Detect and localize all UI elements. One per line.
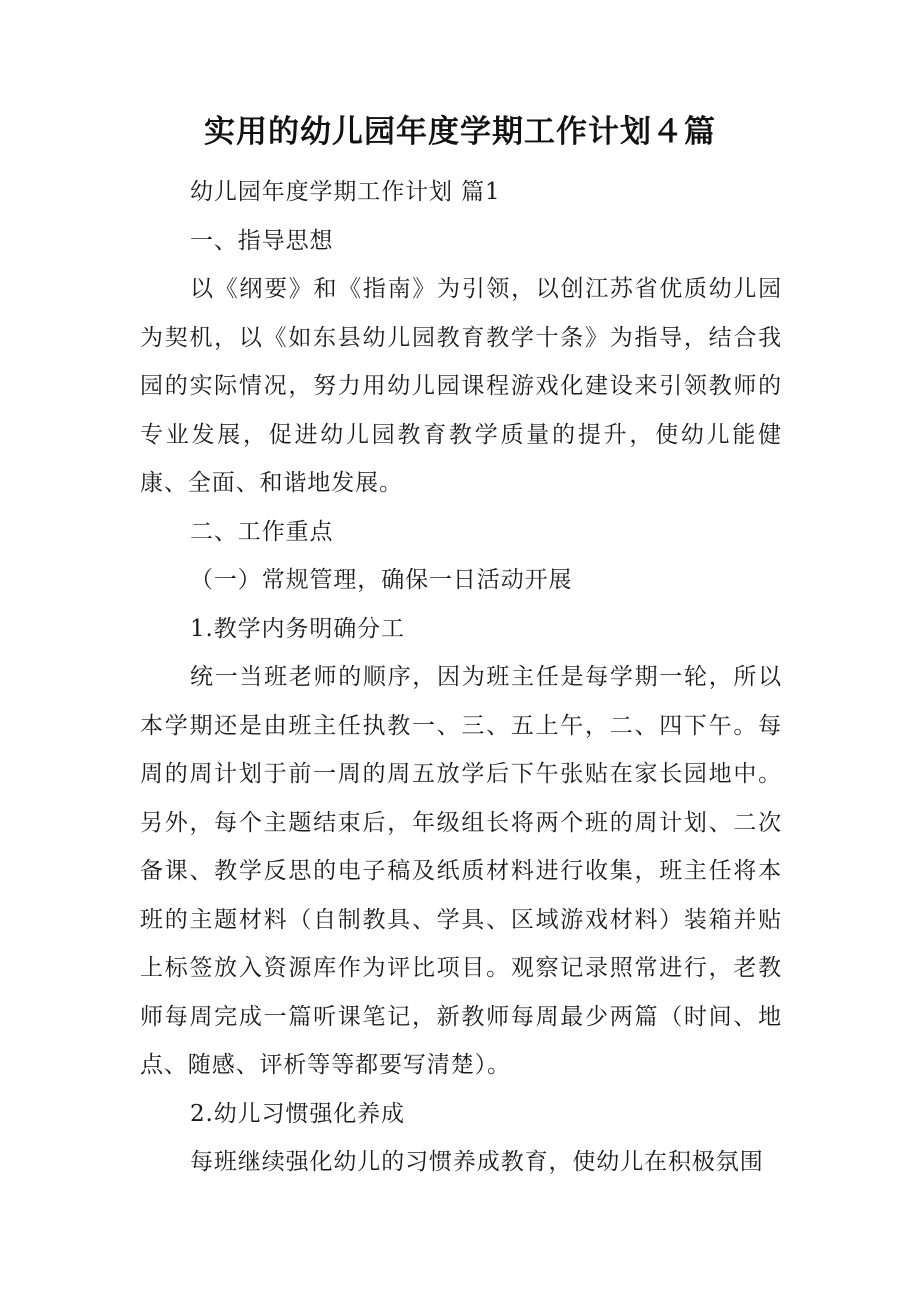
body-paragraph: 统一当班老师的顺序，因为班主任是每学期一轮，所以本学期还是由班主任执教一、三、五上午，二、四下午。每周的周计划于前一周的周五放学后下午张贴在家长园地中。另外，每个主题结束后，年级组长将两个班的周计划、二次备课、教学反思的电子稿及纸质材料进行收集，班主任将本班的主题材料（自制教具、学具、区域游戏材料）装箱并贴上标签放入资源库作为评比项目。观察记录照常进行，老教师每周完成一篇听课笔记，新教师每周最少两篇（时间、地点、随感、评析等等都要写清楚）。 bbox=[140, 664, 782, 1078]
item-heading: 1.教学内务明确分工 bbox=[190, 615, 405, 642]
item-heading: 2.幼儿习惯强化养成 bbox=[190, 1100, 405, 1127]
body-paragraph: 每班继续强化幼儿的习惯养成教育，使幼儿在积极氛围 bbox=[190, 1149, 764, 1175]
body-paragraph: 以《纲要》和《指南》为引领，以创江苏省优质幼儿园为契机，以《如东县幼儿园教育教学十条》为指导，结合我园的实际情况，努力用幼儿园课程游戏化建设来引领教师的专业发展，促进幼儿园教育教学质量的提升，使幼儿能健康、全面、和谐地发展。 bbox=[140, 276, 782, 496]
section-heading: 二、工作重点 bbox=[190, 518, 334, 545]
document-title: 实用的幼儿园年度学期工作计划４篇 bbox=[204, 114, 716, 150]
section-heading: 一、指导思想 bbox=[190, 227, 334, 254]
subsection-heading: （一）常规管理，确保一日活动开展 bbox=[190, 567, 573, 593]
document-body bbox=[140, 168, 782, 1187]
section-heading: 幼儿园年度学期工作计划 篇1 bbox=[190, 179, 501, 205]
